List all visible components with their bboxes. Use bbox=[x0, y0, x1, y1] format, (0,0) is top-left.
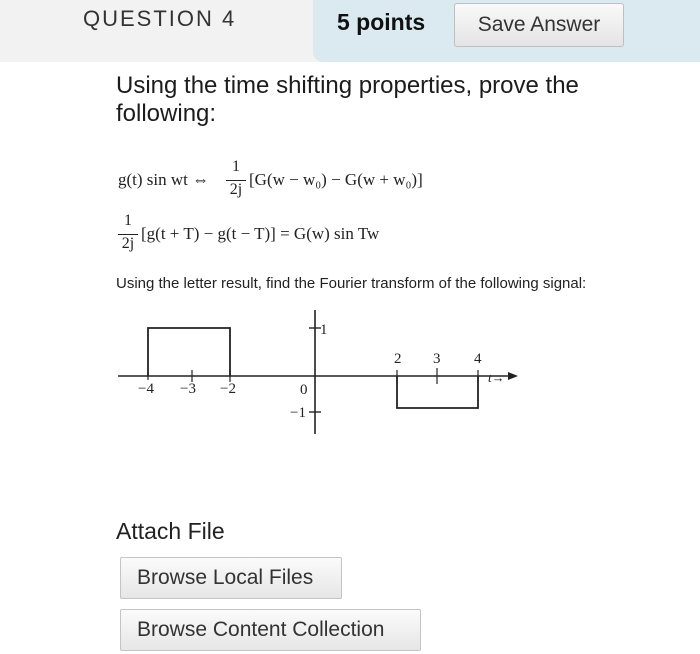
equation-2-numerator: 1 bbox=[124, 212, 132, 229]
equation-1-numerator: 1 bbox=[232, 158, 240, 175]
equation-1-left: g(t) sin wt ⇔ bbox=[118, 170, 210, 189]
x-label-neg2: −2 bbox=[220, 381, 236, 397]
question-subtext: Using the letter result, find the Fourier transform of the following signal: bbox=[116, 275, 587, 292]
positive-pulse bbox=[148, 328, 230, 376]
browse-content-collection-button[interactable]: Browse Content Collection bbox=[120, 609, 421, 651]
t-axis-label: t→ bbox=[488, 370, 505, 385]
attach-file-label: Attach File bbox=[116, 518, 225, 544]
x-label-neg3: −3 bbox=[180, 381, 196, 397]
equation-2-right: [g(t + T) − g(t − T)] = G(w) sin Tw bbox=[141, 224, 380, 243]
x-label-2: 2 bbox=[394, 351, 402, 367]
question-prompt: Using the time shifting properties, prove the following: bbox=[116, 72, 579, 127]
x-label-4: 4 bbox=[474, 351, 482, 367]
points-label: 5 points bbox=[337, 9, 426, 35]
x-axis-arrow bbox=[508, 372, 518, 380]
browse-local-files-button[interactable]: Browse Local Files bbox=[120, 557, 342, 599]
save-answer-button[interactable]: Save Answer bbox=[454, 3, 624, 47]
x-label-3: 3 bbox=[433, 351, 441, 367]
equation-1-right: [G(w − w₀) − G(w + w₀)] bbox=[249, 170, 423, 189]
x-label-0: 0 bbox=[300, 382, 308, 398]
y-label-pos: 1 bbox=[320, 322, 328, 338]
x-label-neg4: −4 bbox=[138, 381, 154, 397]
y-label-neg: −1 bbox=[290, 405, 306, 421]
equation-2-denominator: 2j bbox=[121, 235, 135, 252]
question-title: QUESTION 4 bbox=[83, 6, 237, 31]
equation-1-denominator: 2j bbox=[229, 181, 243, 198]
signal-graph bbox=[110, 310, 530, 440]
